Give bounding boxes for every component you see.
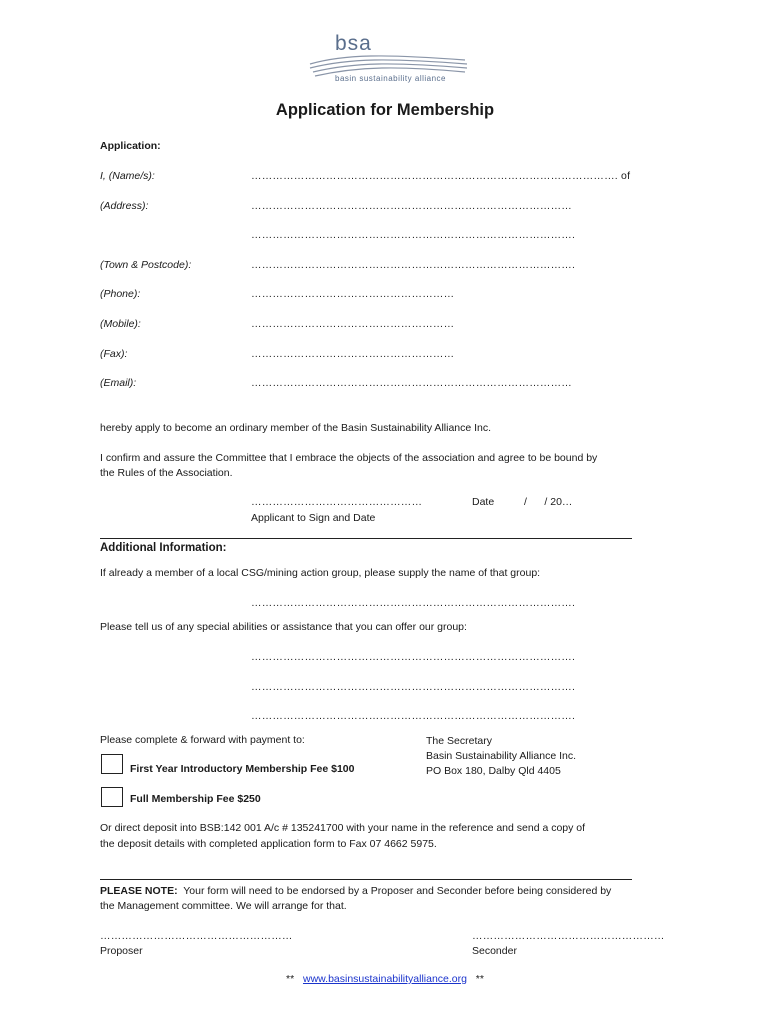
deposit-line2: the deposit details with completed application form to Fax 07 4662 5975.	[100, 838, 437, 850]
confirm-statement-line1: I confirm and assure the Committee that I embrace the objects of the association and agree to be bound by	[100, 452, 598, 464]
footer	[0, 973, 770, 985]
note-text-line1: PLEASE NOTE: Your form will need to be endorsed by a Proposer and Seconder before being considered by	[100, 885, 612, 897]
full-fee-checkbox[interactable]	[101, 787, 123, 807]
seconder-label: Seconder	[472, 945, 517, 957]
seconder-field[interactable]: ………………………………………………	[472, 930, 665, 942]
date-field[interactable]: / / 20…	[524, 496, 573, 508]
logo	[305, 32, 475, 88]
name-field[interactable]: …………………………………………………………………………………………. of	[251, 170, 631, 182]
mobile-field[interactable]: …………………………………………………	[251, 318, 455, 330]
address-line: The Secretary	[426, 735, 492, 747]
footer-stars: **	[286, 973, 295, 985]
logo-mark: bsa	[335, 32, 372, 55]
note-label: PLEASE NOTE:	[100, 885, 178, 897]
fax-label: (Fax):	[100, 348, 128, 360]
group-name-field[interactable]: ……………………………………………………………………………….	[251, 597, 576, 609]
phone-label: (Phone):	[100, 288, 141, 300]
payment-instruction: Please complete & forward with payment to:	[100, 734, 305, 746]
footer-stars: **	[475, 973, 484, 985]
proposer-field[interactable]: ………………………………………………	[100, 930, 293, 942]
application-heading: Application:	[100, 140, 161, 152]
address-field[interactable]: ………………………………………………………………………………	[251, 200, 572, 212]
town-postcode-label: (Town & Postcode):	[100, 259, 192, 271]
abilities-field-line3[interactable]: ……………………………………………………………………………….	[251, 710, 576, 722]
note-text-line2: the Management committee. We will arrange for that.	[100, 900, 347, 912]
signature-label: Applicant to Sign and Date	[251, 512, 376, 524]
full-fee-label: Full Membership Fee $250	[130, 793, 261, 805]
fax-field[interactable]: …………………………………………………	[251, 348, 455, 360]
proposer-label: Proposer	[100, 945, 143, 957]
first-year-fee-checkbox[interactable]	[101, 754, 123, 774]
abilities-field-line2[interactable]: ……………………………………………………………………………….	[251, 681, 576, 693]
name-label: I, (Name/s):	[100, 170, 155, 182]
email-field[interactable]: ………………………………………………………………………………	[251, 377, 572, 389]
phone-field[interactable]: …………………………………………………	[251, 288, 455, 300]
website-link[interactable]: www.basinsustainabilityalliance.org	[302, 973, 467, 985]
town-postcode-field[interactable]: ……………………………………………………………………………….	[251, 259, 576, 271]
apply-statement: hereby apply to become an ordinary member of the Basin Sustainability Alliance Inc.	[100, 422, 492, 434]
signature-field[interactable]: …………………………………………	[251, 496, 423, 508]
first-year-fee-label: First Year Introductory Membership Fee $100	[130, 763, 355, 775]
additional-heading: Additional Information:	[100, 542, 227, 554]
abilities-question: Please tell us of any special abilities or assistance that you can offer our group:	[100, 621, 467, 633]
date-label: Date	[472, 496, 495, 508]
address-field-line2[interactable]: ……………………………………………………………………………….	[251, 229, 576, 241]
logo-tagline: basin sustainability alliance	[335, 74, 446, 83]
address-label: (Address):	[100, 200, 149, 212]
email-label: (Email):	[100, 377, 137, 389]
address-line: PO Box 180, Dalby Qld 4405	[426, 765, 561, 777]
confirm-statement-line2: the Rules of the Association.	[100, 467, 233, 479]
group-question: If already a member of a local CSG/mining action group, please supply the name of that group:	[100, 567, 541, 579]
page-title: Application for Membership	[275, 101, 495, 119]
postal-address	[426, 734, 576, 779]
mobile-label: (Mobile):	[100, 318, 141, 330]
section-divider	[100, 879, 632, 880]
section-divider	[100, 538, 632, 539]
abilities-field-line1[interactable]: ……………………………………………………………………………….	[251, 651, 576, 663]
deposit-line1: Or direct deposit into BSB:142 001 A/c # 135241700 with your name in the reference and send a copy of	[100, 822, 586, 834]
address-line: Basin Sustainability Alliance Inc.	[426, 750, 576, 762]
